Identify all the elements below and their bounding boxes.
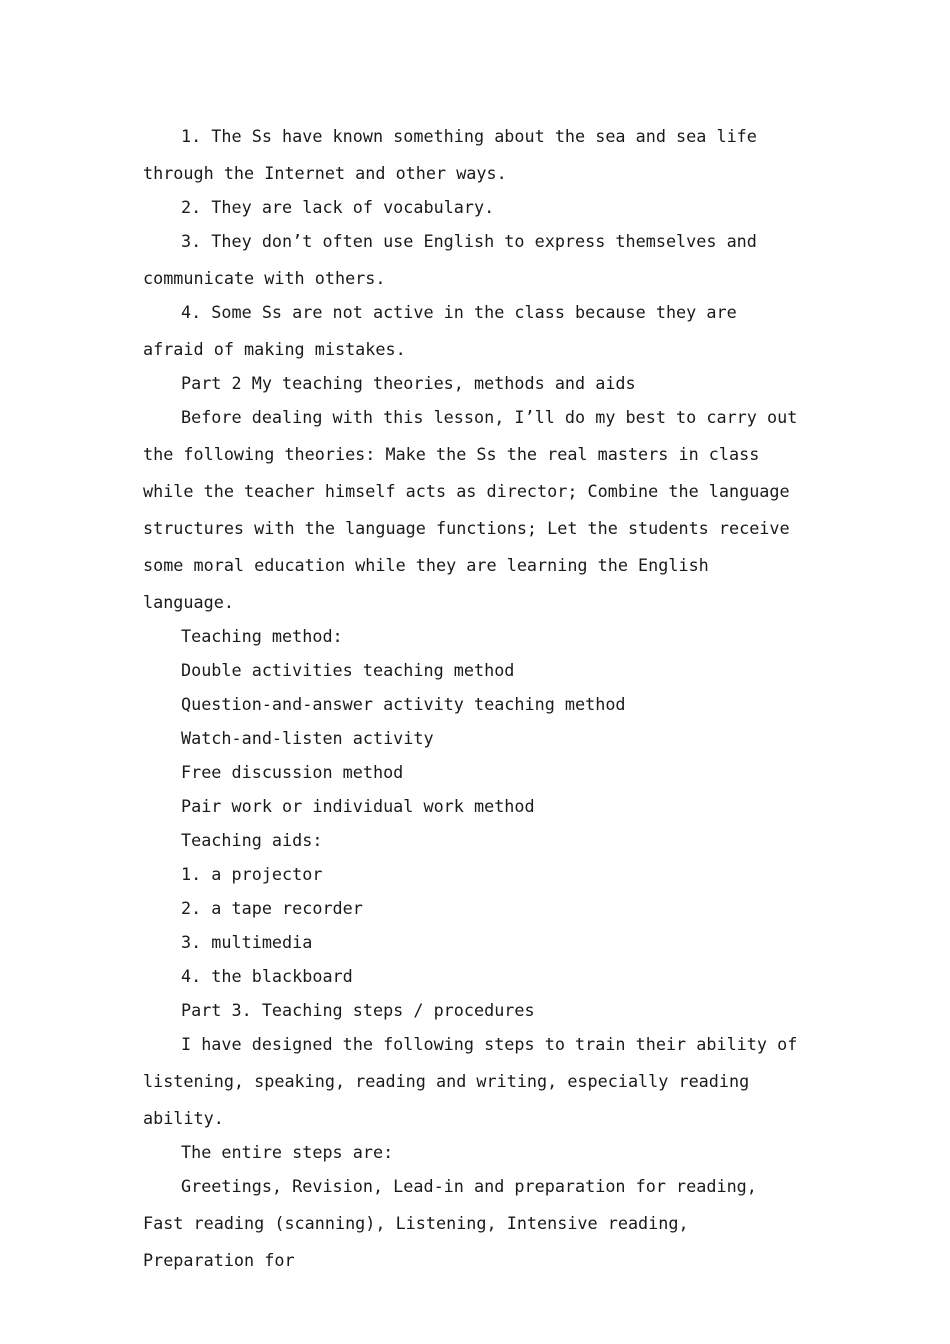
paragraph-theories: Before dealing with this lesson, I’ll do my best to carry out the following theories: Make the Ss the real masters in class while the teacher himself acts as director; Combine the language structures with the language functions; Let the students receive some moral education while they are learning the English language.	[143, 407, 798, 612]
method-item-4: Free discussion method	[181, 762, 404, 782]
paragraph-entire-steps-label: The entire steps are:	[181, 1142, 394, 1162]
teaching-method-label: Teaching method:	[181, 626, 343, 646]
method-item-5: Pair work or individual work method	[181, 796, 535, 816]
aid-item-2: 2. a tape recorder	[181, 898, 363, 918]
method-item-3: Watch-and-listen activity	[181, 728, 434, 748]
paragraph-background-1: 1. The Ss have known something about the sea and sea life through the Internet and other ways.	[143, 126, 757, 183]
method-item-2: Question-and-answer activity teaching method	[181, 694, 626, 714]
aid-item-1: 1. a projector	[181, 864, 323, 884]
paragraph-background-4: 4. Some Ss are not active in the class because they are afraid of making mistakes.	[143, 302, 737, 359]
paragraph-background-2: 2. They are lack of vocabulary.	[181, 197, 495, 217]
method-item-1: Double activities teaching method	[181, 660, 515, 680]
teaching-aids-label: Teaching aids:	[181, 830, 323, 850]
section-heading-part-2: Part 2 My teaching theories, methods and aids	[181, 373, 636, 393]
aid-item-4: 4. the blackboard	[181, 966, 353, 986]
paragraph-steps-design: I have designed the following steps to train their ability of listening, speaking, reading and writing, especially reading ability.	[143, 1034, 798, 1128]
paragraph-background-3: 3. They don’t often use English to express themselves and communicate with others.	[143, 231, 757, 288]
paragraph-steps-list: Greetings, Revision, Lead-in and preparation for reading, Fast reading (scanning), Listening, Intensive reading, Preparation for	[143, 1176, 757, 1270]
section-heading-part-3: Part 3. Teaching steps / procedures	[181, 1000, 535, 1020]
document-body	[143, 118, 803, 1276]
aid-item-3: 3. multimedia	[181, 932, 313, 952]
